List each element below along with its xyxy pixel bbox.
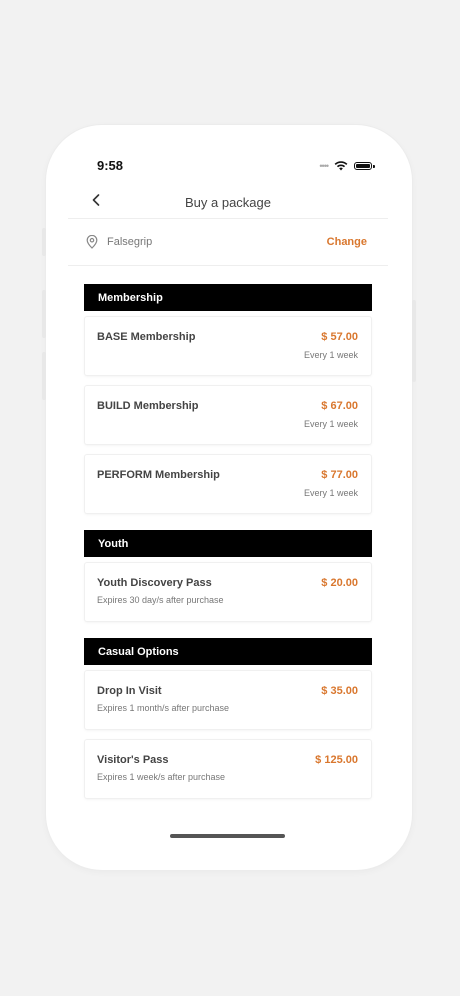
package-name: BASE Membership bbox=[97, 331, 196, 343]
package-price: $ 20.00 bbox=[321, 577, 358, 589]
location-bar bbox=[68, 219, 388, 266]
package-name: Youth Discovery Pass bbox=[97, 577, 212, 589]
package-expiry: Expires 1 week/s after purchase bbox=[97, 772, 226, 782]
package-frequency: Every 1 week bbox=[303, 350, 358, 360]
cellular-signal-icon: •••• bbox=[319, 160, 328, 171]
wifi-icon bbox=[334, 160, 348, 171]
status-time: 9:58 bbox=[97, 158, 124, 173]
package-card-drop-in-visit[interactable] bbox=[85, 671, 371, 729]
location-pin-icon bbox=[86, 235, 98, 249]
package-price: $ 77.00 bbox=[321, 469, 358, 481]
section-header-youth: Youth bbox=[84, 530, 372, 557]
section-header-membership: Membership bbox=[84, 284, 372, 311]
package-expiry: Expires 30 day/s after purchase bbox=[97, 595, 224, 605]
package-name: PERFORM Membership bbox=[97, 469, 220, 481]
section-header-casual-options: Casual Options bbox=[84, 638, 372, 665]
phone-side-button-right bbox=[412, 300, 416, 382]
package-expiry: Expires 1 month/s after purchase bbox=[97, 703, 230, 713]
home-indicator[interactable] bbox=[170, 834, 285, 838]
navigation-bar bbox=[68, 186, 388, 219]
package-price: $ 125.00 bbox=[315, 754, 358, 766]
package-card-perform-membership[interactable] bbox=[85, 455, 371, 513]
package-frequency: Every 1 week bbox=[303, 488, 358, 498]
package-name: Drop In Visit bbox=[97, 685, 162, 697]
battery-icon bbox=[354, 162, 372, 170]
page-title: Buy a package bbox=[184, 194, 271, 210]
package-frequency: Every 1 week bbox=[303, 419, 358, 429]
change-location-button[interactable]: Change bbox=[326, 236, 367, 248]
status-bar bbox=[68, 146, 388, 186]
phone-side-button-left-1 bbox=[42, 228, 46, 256]
package-list bbox=[68, 266, 388, 798]
package-card-visitors-pass[interactable] bbox=[85, 740, 371, 798]
back-button[interactable] bbox=[88, 192, 104, 208]
phone-side-button-left-2 bbox=[42, 290, 46, 338]
package-price: $ 67.00 bbox=[321, 400, 358, 412]
location-name: Falsegrip bbox=[107, 236, 153, 248]
package-card-build-membership[interactable] bbox=[85, 386, 371, 444]
package-name: BUILD Membership bbox=[97, 400, 199, 412]
package-price: $ 57.00 bbox=[321, 331, 358, 343]
app-screen bbox=[68, 146, 388, 846]
package-name: Visitor's Pass bbox=[97, 754, 169, 766]
package-card-base-membership[interactable] bbox=[85, 317, 371, 375]
chevron-left-icon bbox=[92, 194, 100, 206]
status-icons bbox=[319, 160, 372, 171]
package-card-youth-discovery-pass[interactable] bbox=[85, 563, 371, 621]
package-price: $ 35.00 bbox=[321, 685, 358, 697]
phone-side-button-left-3 bbox=[42, 352, 46, 400]
